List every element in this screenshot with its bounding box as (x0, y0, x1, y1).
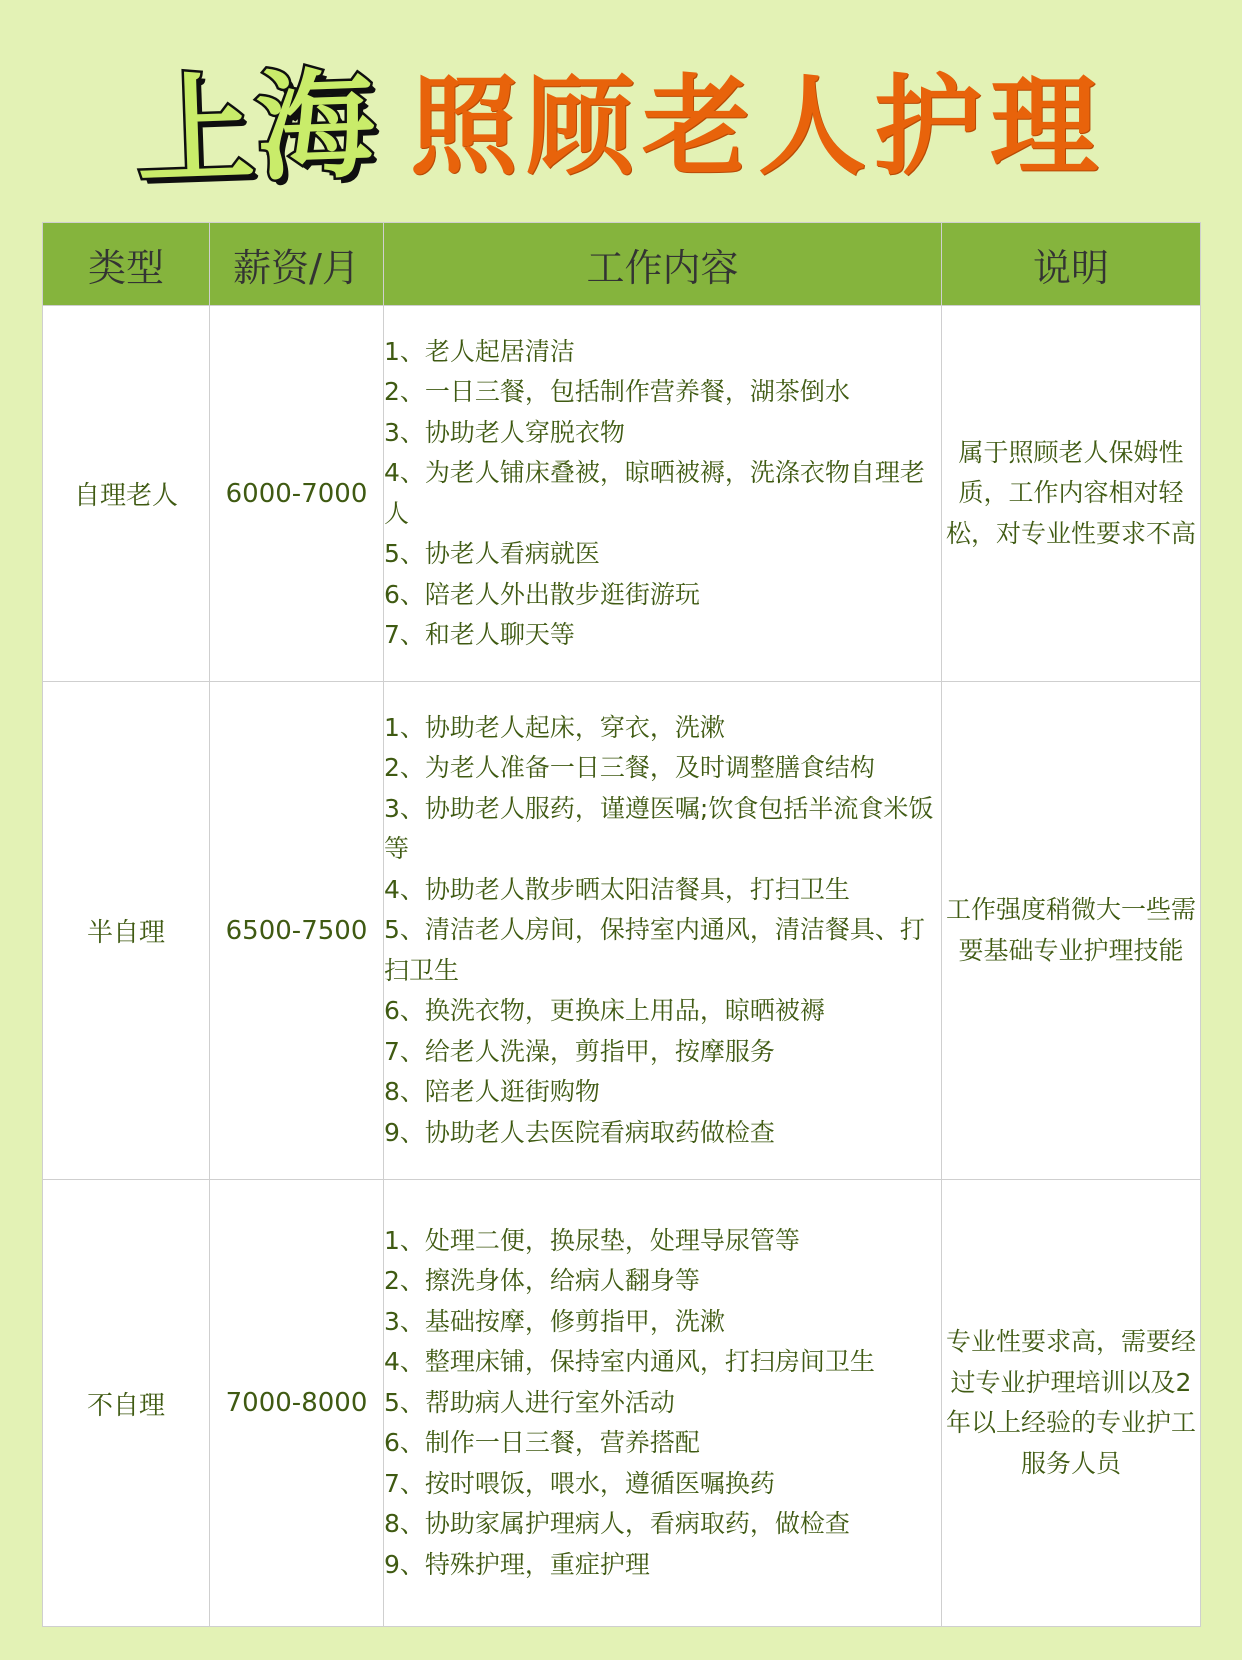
content-item: 8、陪老人逛街购物 (384, 1077, 600, 1107)
content-item: 6、换洗衣物，更换床上用品，晾晒被褥 (384, 996, 825, 1026)
header-type: 类型 (43, 223, 210, 306)
cell-content (384, 682, 942, 1180)
content-item: 2、擦洗身体，给病人翻身等 (384, 1266, 700, 1296)
cell-salary: 6000-7000 (210, 306, 384, 682)
cell-type: 自理老人 (43, 306, 210, 682)
cell-note: 属于照顾老人保姆性质，工作内容相对轻松，对专业性要求不高 (942, 306, 1201, 682)
content-item: 1、处理二便，换尿垫，处理导尿管等 (384, 1225, 800, 1255)
content-item: 9、特殊护理，重症护理 (384, 1549, 650, 1579)
header-salary: 薪资/月 (210, 223, 384, 306)
cell-type: 半自理 (43, 682, 210, 1180)
table-row (43, 1180, 1201, 1627)
content-item: 1、协助老人起床，穿衣，洗漱 (384, 712, 725, 742)
content-item: 4、整理床铺，保持室内通风，打扫房间卫生 (384, 1347, 875, 1377)
content-item: 6、制作一日三餐，营养搭配 (384, 1428, 700, 1458)
content-item: 5、清洁老人房间，保持室内通风，清洁餐具、打扫卫生 (384, 915, 925, 985)
content-item: 1、老人起居清洁 (384, 336, 575, 366)
title-topic: 照顾老人护理 (410, 65, 1107, 190)
content-item: 7、和老人聊天等 (384, 620, 575, 649)
header-note: 说明 (942, 223, 1201, 306)
content-item: 3、协助老人穿脱衣物 (384, 417, 625, 447)
care-job-table (42, 222, 1201, 1627)
cell-salary: 7000-8000 (210, 1180, 384, 1627)
table-row (43, 682, 1201, 1180)
content-item: 5、帮助病人进行室外活动 (384, 1387, 675, 1417)
content-item: 4、为老人铺床叠被，晾晒被褥，洗涤衣物自理老人 (384, 458, 925, 528)
header-content: 工作内容 (384, 223, 942, 306)
table-header-row (43, 223, 1201, 306)
content-item: 2、一日三餐，包括制作营养餐，湖茶倒水 (384, 377, 850, 406)
content-item: 4、协助老人散步晒太阳洁餐具，打扫卫生 (384, 874, 850, 904)
cell-content (384, 306, 942, 682)
cell-content (384, 1180, 942, 1627)
content-item: 6、陪老人外出散步逛街游玩 (384, 579, 700, 609)
content-item: 9、协助老人去医院看病取药做检查 (384, 1117, 775, 1147)
table-row (43, 306, 1201, 682)
content-item: 7、按时喂饭，喂水，遵循医嘱换药 (384, 1468, 775, 1498)
cell-salary: 6500-7500 (210, 682, 384, 1180)
poster-title (0, 30, 1242, 205)
cell-note: 工作强度稍微大一些需要基础专业护理技能 (942, 682, 1201, 1180)
cell-note: 专业性要求高，需要经过专业护理培训以及2年以上经验的专业护工服务人员 (942, 1180, 1201, 1627)
content-item: 8、协助家属护理病人，看病取药，做检查 (384, 1509, 850, 1539)
cell-type: 不自理 (43, 1180, 210, 1627)
content-item: 3、基础按摩，修剪指甲，洗漱 (384, 1306, 725, 1336)
title-city: 上海 (133, 54, 379, 201)
content-item: 2、为老人准备一日三餐，及时调整膳食结构 (384, 753, 875, 783)
content-item: 7、给老人洗澡，剪指甲，按摩服务 (384, 1036, 775, 1066)
content-item: 3、协助老人服药，谨遵医嘱;饮食包括半流食米饭等 (384, 793, 934, 864)
content-item: 5、协老人看病就医 (384, 539, 600, 568)
